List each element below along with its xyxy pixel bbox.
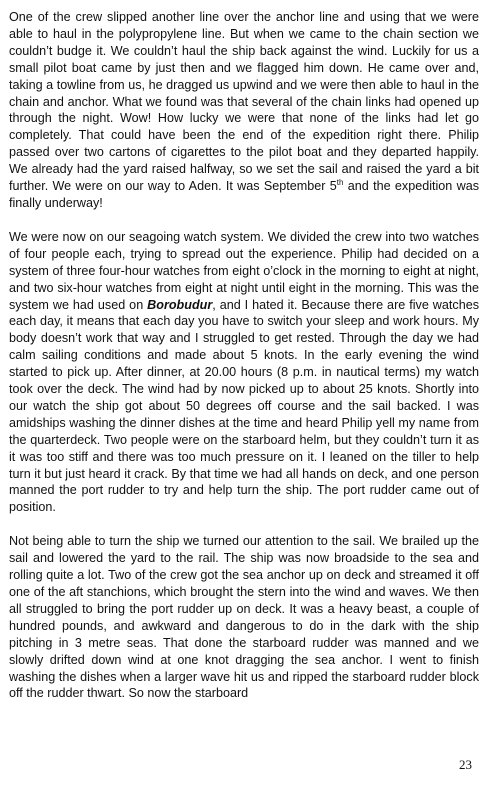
ordinal-suffix: th xyxy=(336,177,344,187)
paragraph-anchor-recovery xyxy=(9,9,479,212)
paragraph-1-text-end: and the expedition was finally underway! xyxy=(9,179,479,210)
paragraph-watch-system xyxy=(9,229,479,516)
page-number: 23 xyxy=(459,757,472,772)
paragraph-2-text: We were now on our seagoing watch system. We divided the crew into two watches of four people each, trying to spread out the experience. Philip had decided on a system of three four-hour watches from eight o’clock in the morning to eight at night, and two six-hour watches from eight at night until eight in the morning. This was the system we had used on xyxy=(9,229,479,312)
paragraph-1-text: One of the crew slipped another line over the anchor line and using that we were able to haul in the polypropylene line. But when we came to the chain section we couldn’t budge it. We couldn’t haul the ship back against the wind. Luckily for us a small pilot boat came by just then and we flagged him down. He came over and, taking a towline from us, he dragged us upwind and we were then able to haul in the chain and anchor. What we found was that several of the chain links had opened up through the night. Wow! How lucky we were that none of the links had let go completely. That could have been the end of the expedition right there. Philip passed over two cartons of cigarettes to the pilot boat and they departed happily. We already had the yard raised halfway, so we set the sail and raised the yard a bit further. We were on our way to Aden. It was September 5 xyxy=(9,10,479,194)
paragraph-gap xyxy=(9,212,479,229)
paragraph-gap xyxy=(9,516,479,533)
ship-name-emphasis: Borobudur xyxy=(147,297,213,312)
paragraph-2-text-end: , and I hated it. Because there are five watches each day, it means that each day you have to switch your sleep and work hours. My body doesn’t work that way and I struggled to get rested. Through the day we had calm sailing conditions and made about 5 knots. In the early evening the wind started to pick up. After dinner, at 20.00 hours (8 p.m. in nautical terms) my watch took over the deck. The wind had by now picked up to about 25 knots. Shortly into our watch the ship got about 50 degrees off course and the sail backed. I was amidships washing the dinner dishes at the time and heard Philip yell my name from the quarterdeck. Two people were on the starboard helm, but they couldn’t turn it as it was too stiff and there was too much pressure on it. I leaned on the tiller to help turn it but just heard it crack. By that time we had all hands on deck, and one person manned the port rudder to try and help turn the ship. The port rudder came out of position. xyxy=(9,297,479,515)
paragraph-rudder-failure: Not being able to turn the ship we turned our attention to the sail. We brailed up the sail and lowered the yard to the rail. The ship was now broadside to the sea and rolling quite a lot. Two of the crew got the sea anchor up on deck and streamed it off one of the aft stanchions, which brought the stern into the wind and waves. We then all struggled to bring the port rudder up on deck. It was a heavy beast, a couple of hundred pounds, and awkward and dangerous to do in the dark with the ship pitching in 3 metre seas. That done the starboard rudder was manned and we slowly drifted down wind at one knot dragging the sea anchor. I went to finish washing the dishes when a larger wave hit us and ripped the starboard rudder block off the rudder thwart. So now the starboard xyxy=(9,534,479,701)
